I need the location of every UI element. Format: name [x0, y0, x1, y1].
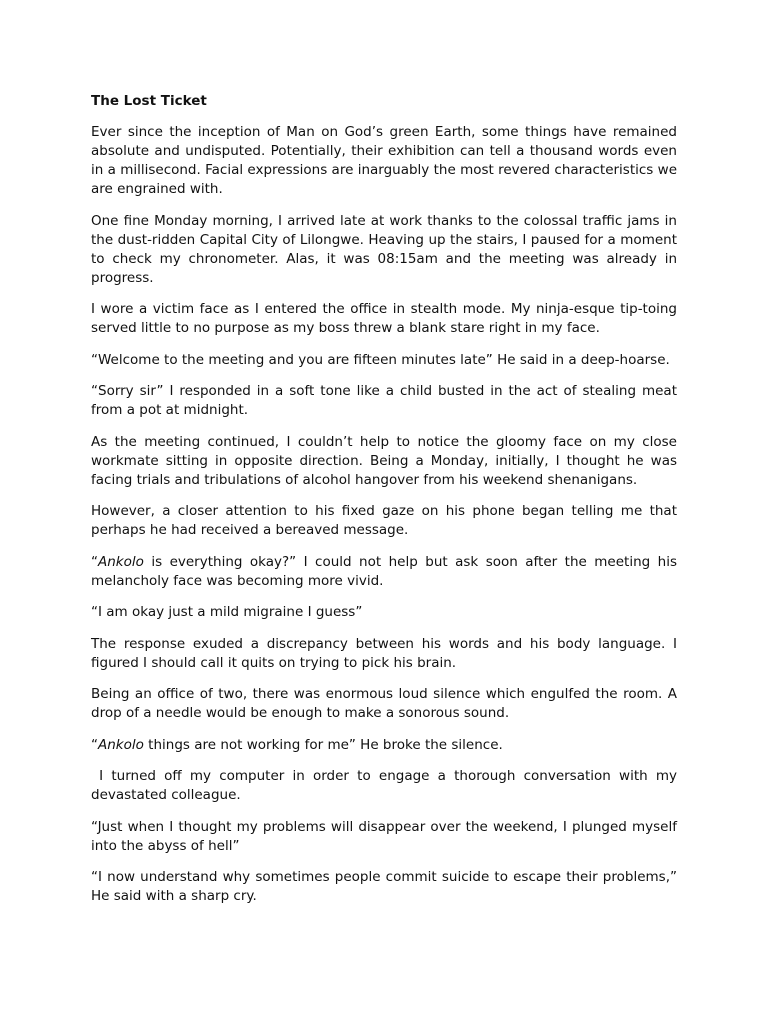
paragraph-4: “Welcome to the meeting and you are fifteen minutes late” He said in a deep-hoarse.: [91, 351, 670, 368]
paragraph-6: As the meeting continued, I couldn’t help to notice the gloomy face on my close workmate sitting in opposite direction. Being a Monday, initially, I thought he was facing trials and tribulations of alcohol hangover from his weekend shenanigans.: [91, 433, 677, 488]
paragraph-8-name: Ankolo: [98, 553, 144, 570]
paragraph-8: [91, 553, 677, 591]
paragraph-1: Ever since the inception of Man on God’s green Earth, some things have remained absolute and undisputed. Potentially, their exhibition can tell a thousand words even in a millisecond. Facial expressions are inarguably the most revered characteristics we are engrained with.: [91, 124, 677, 197]
paragraph-5: “Sorry sir” I responded in a soft tone like a child busted in the act of stealing meat from a pot at midnight.: [91, 383, 677, 418]
paragraph-12-rest: things are not working for me” He broke the silence.: [143, 736, 503, 753]
paragraph-7: However, a closer attention to his fixed gaze on his phone began telling me that perhaps he had received a bereaved message.: [91, 503, 677, 538]
paragraph-12: [91, 736, 677, 755]
paragraph-14: “Just when I thought my problems will disappear over the weekend, I plunged myself into the abyss of hell”: [91, 818, 677, 854]
paragraph-13: I turned off my computer in order to engage a thorough conversation with my devastated colleague.: [91, 768, 677, 803]
document-title: The Lost Ticket: [91, 93, 207, 109]
paragraph-12-open-quote: “: [91, 736, 98, 753]
paragraph-9: “I am okay just a mild migraine I guess”: [91, 604, 363, 620]
paragraph-15: “I now understand why sometimes people commit suicide to escape their problems,” He said with a sharp cry.: [91, 869, 677, 904]
paragraph-10: The response exuded a discrepancy between his words and his body language. I figured I should call it quits on trying to pick his brain.: [91, 635, 677, 671]
paragraph-8-rest: is everything okay?” I could not help but ask soon after the meeting his melancholy face was becoming more vivid.: [91, 553, 677, 589]
paragraph-2: One fine Monday morning, I arrived late at work thanks to the colossal traffic jams in the dust-ridden Capital City of Lilongwe. Heaving up the stairs, I paused for a moment to check my chronometer. Alas, it was 08:15am and the meeting was already in progress.: [91, 212, 677, 286]
document-body: [91, 92, 677, 919]
paragraph-8-open-quote: “: [91, 553, 98, 570]
paragraph-11: Being an office of two, there was enormous loud silence which engulfed the room. A drop of a needle would be enough to make a sonorous sound.: [91, 686, 677, 721]
paragraph-3: I wore a victim face as I entered the office in stealth mode. My ninja-esque tip-toing served little to no purpose as my boss threw a blank stare right in my face.: [91, 301, 677, 336]
paragraph-12-name: Ankolo: [98, 736, 144, 753]
